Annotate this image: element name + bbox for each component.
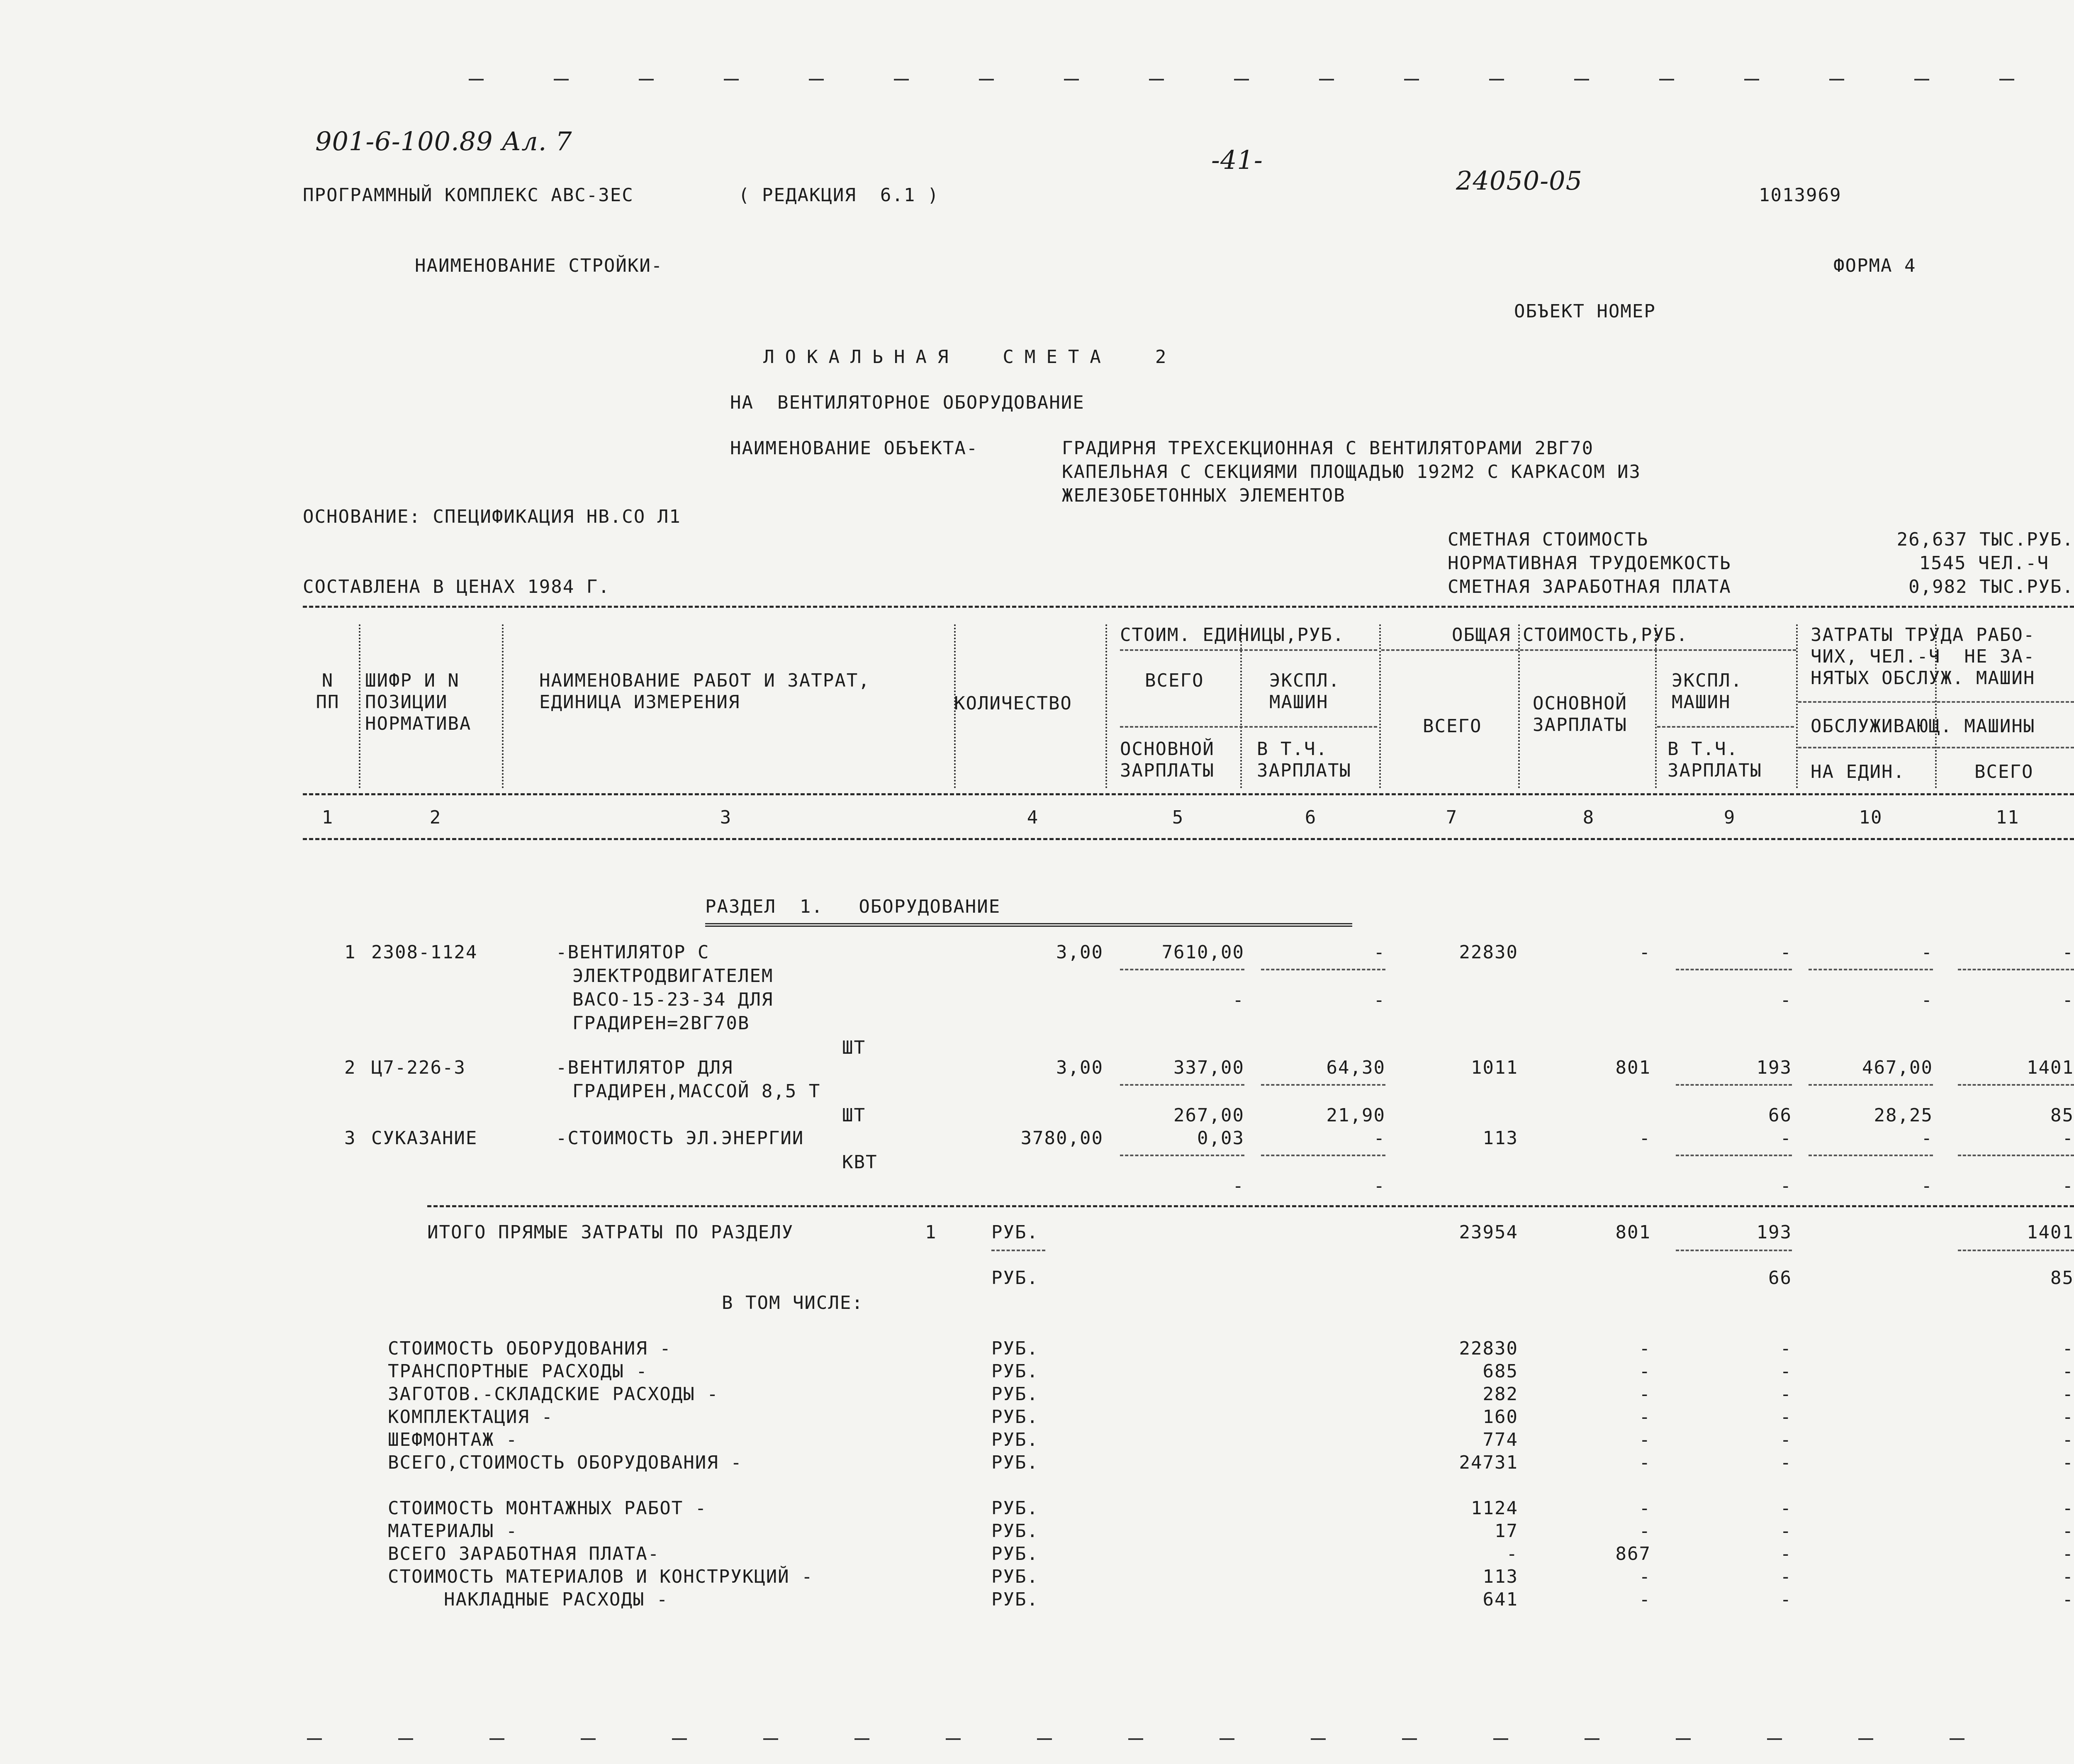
item-unit-mach-rule: [1261, 1155, 1385, 1156]
document-title: ЛОКАЛЬНАЯ СМЕТА 2: [763, 346, 1177, 368]
perforation-dash: [1319, 79, 1334, 80]
breakdown-label: ЗАГОТОВ.-СКЛАДСКИЕ РАСХОДЫ -: [388, 1384, 719, 1405]
item-total-mach: -: [1780, 942, 1792, 963]
breakdown-wage: -: [1639, 1520, 1651, 1542]
item-unit: ШТ: [842, 1037, 866, 1058]
totals-total: 23954: [1459, 1222, 1518, 1243]
breakdown-unit: РУБ.: [991, 1543, 1039, 1564]
column-number-7: 7: [1446, 807, 1458, 828]
column-separator: [359, 624, 360, 788]
breakdown-wage: -: [1639, 1452, 1651, 1473]
item-total: 1011: [1471, 1057, 1518, 1078]
item-code: 2308-1124: [371, 942, 478, 963]
form-number: ФОРМА 4: [1833, 255, 1916, 276]
totals-unit: РУБ.: [991, 1222, 1039, 1243]
summary-value-3: 0,982 ТЫС.РУБ.: [1908, 576, 2074, 597]
totals-wage: 801: [1615, 1222, 1651, 1243]
item-total: 22830: [1459, 942, 1518, 963]
item-labor-unit-rule: [1809, 1084, 1933, 1086]
total-cost-divider: [1381, 649, 1796, 651]
item-labor-total-rule: [1958, 969, 2074, 970]
item-total-wage: 801: [1615, 1057, 1651, 1078]
summary-label-3: СМЕТНАЯ ЗАРАБОТНАЯ ПЛАТА: [1448, 576, 1731, 597]
breakdown-unit: РУБ.: [991, 1338, 1039, 1359]
item-total-mach: -: [1780, 1128, 1792, 1149]
breakdown-label: СТОИМОСТЬ МОНТАЖНЫХ РАБОТ -: [388, 1498, 707, 1519]
item-total-mach-rule: [1676, 1155, 1792, 1156]
perforation-dash: [1311, 1738, 1326, 1740]
perforation-dash: [1858, 1738, 1873, 1740]
perforation-dash: [672, 1738, 687, 1740]
item-total-mach-wage: -: [1780, 1175, 1792, 1196]
perforation-dash: [1950, 1738, 1964, 1740]
column-number-3: 3: [720, 807, 732, 828]
breakdown-total: -: [1506, 1543, 1518, 1564]
header-rule-bottom: [303, 838, 2074, 840]
breakdown-unit: РУБ.: [991, 1589, 1039, 1610]
item-total-wage: -: [1639, 1128, 1651, 1149]
breakdown-wage: 867: [1615, 1543, 1651, 1564]
basis-line: ОСНОВАНИЕ: СПЕЦИФИКАЦИЯ НВ.СО Л1: [303, 506, 681, 527]
breakdown-total: 17: [1495, 1520, 1518, 1542]
item-unit-total: 0,03: [1197, 1128, 1244, 1149]
breakdown-mach: -: [1780, 1452, 1792, 1473]
col-code-header: ШИФР И N ПОЗИЦИИ НОРМАТИВА: [365, 670, 472, 734]
item-unit-mach-wage: 21,90: [1326, 1105, 1385, 1126]
item-total-mach: 193: [1756, 1057, 1792, 1078]
perforation-dash: [469, 79, 484, 80]
column-separator: [1379, 624, 1381, 788]
item-labor-total-2: -: [2062, 989, 2074, 1011]
code-handwritten: 24050-05: [1456, 166, 1583, 196]
item-quantity: 3,00: [1056, 1057, 1103, 1078]
perforation-dash: [763, 1738, 778, 1740]
col-unit-total-header: ВСЕГО: [1145, 670, 1204, 691]
perforation-dash: [1829, 79, 1844, 80]
item-unit-wage: -: [1232, 1175, 1244, 1196]
item-unit-mach-wage: -: [1373, 989, 1385, 1011]
column-number-5: 5: [1172, 807, 1184, 828]
perforation-dash: [1914, 79, 1929, 80]
column-number-4: 4: [1027, 807, 1039, 828]
section-title-underline: [705, 923, 1352, 927]
breakdown-labor: -: [2062, 1520, 2074, 1542]
breakdown-labor: -: [2062, 1543, 2074, 1564]
perforation-dash: [581, 1738, 596, 1740]
perforation-dash: [979, 79, 994, 80]
breakdown-unit: РУБ.: [991, 1452, 1039, 1473]
section-title: РАЗДЕЛ 1. ОБОРУДОВАНИЕ: [705, 896, 1001, 917]
col-total-mach-header: ЭКСПЛ. МАШИН: [1672, 670, 1743, 713]
breakdown-mach: -: [1780, 1361, 1792, 1382]
item-unit-mach: -: [1373, 1128, 1385, 1149]
col-total-wage-header: ОСНОВНОЙ ЗАРПЛАТЫ: [1533, 693, 1627, 736]
item-labor-total-rule: [1958, 1155, 2074, 1156]
perforation-dash: [398, 1738, 413, 1740]
breakdown-wage: -: [1639, 1498, 1651, 1519]
column-separator: [502, 624, 504, 788]
perforation-dash: [489, 1738, 504, 1740]
column-number-10: 10: [1859, 807, 1883, 828]
item-total-wage: -: [1639, 942, 1651, 963]
item-labor-unit: -: [1921, 1128, 1933, 1149]
item-total-mach-wage: 66: [1768, 1105, 1792, 1126]
breakdown-mach: -: [1780, 1566, 1792, 1587]
item-labor-unit: -: [1921, 942, 1933, 963]
program-edition: ( РЕДАКЦИЯ 6.1 ): [738, 185, 940, 206]
item-unit-cost-rule: [1120, 1084, 1244, 1086]
col-labor-unit-header: НА ЕДИН.: [1811, 761, 1905, 782]
breakdown-unit: РУБ.: [991, 1384, 1039, 1405]
item-labor-total-2: -: [2062, 1175, 2074, 1196]
summary-label-2: НОРМАТИВНАЯ ТРУДОЕМКОСТЬ: [1448, 553, 1731, 574]
unit-cost-divider: [1120, 649, 1377, 651]
breakdown-labor: -: [2062, 1338, 2074, 1359]
breakdown-total: 160: [1482, 1406, 1518, 1428]
perforation-dash: [1585, 1738, 1599, 1740]
item-code: Ц7-226-3: [371, 1057, 466, 1078]
breakdown-wage: -: [1639, 1566, 1651, 1587]
totals-section-number: 1: [925, 1222, 937, 1243]
breakdown-mach: -: [1780, 1429, 1792, 1450]
breakdown-total: 113: [1482, 1566, 1518, 1587]
item-number: 1: [344, 942, 356, 963]
item-name-line: ГРАДИРЕН,МАССОЙ 8,5 Т: [572, 1081, 821, 1102]
totals-mach-rule: [1676, 1250, 1792, 1251]
item-labor-total-rule: [1958, 1084, 2074, 1086]
breakdown-label: МАТЕРИАЛЫ -: [388, 1520, 518, 1542]
item-name-line: -ВЕНТИЛЯТОР С: [556, 942, 710, 963]
breakdown-labor: -: [2062, 1566, 2074, 1587]
item-number: 3: [344, 1128, 356, 1149]
object-label: НАИМЕНОВАНИЕ ОБЪЕКТА-: [730, 438, 979, 459]
perforation-dash: [1744, 79, 1759, 80]
col-name-header: НАИМЕНОВАНИЕ РАБОТ И ЗАТРАТ, ЕДИНИЦА ИЗМЕРЕНИЯ: [539, 670, 870, 713]
col-qty-header: КОЛИЧЕСТВО: [954, 693, 1072, 714]
perforation-dash: [1149, 79, 1164, 80]
item-quantity: 3780,00: [1020, 1128, 1103, 1149]
col-labor-total-header: ВСЕГО: [1974, 761, 2034, 782]
breakdown-mach: -: [1780, 1589, 1792, 1610]
item-unit-total: 337,00: [1173, 1057, 1244, 1078]
item-unit-wage: 267,00: [1173, 1105, 1244, 1126]
col-unit-mach-header: ЭКСПЛ. МАШИН: [1269, 670, 1340, 713]
item-labor-total-2: 85: [2050, 1105, 2074, 1126]
item-total-mach-rule: [1676, 1084, 1792, 1086]
item-labor-unit-rule: [1809, 1155, 1933, 1156]
totals-mach: 193: [1756, 1222, 1792, 1243]
col-total-all-header: ВСЕГО: [1423, 716, 1482, 737]
item-unit-mach: -: [1373, 942, 1385, 963]
perforation-dash: [1493, 1738, 1508, 1740]
breakdown-labor: -: [2062, 1589, 2074, 1610]
totals-label: ИТОГО ПРЯМЫЕ ЗАТРАТЫ ПО РАЗДЕЛУ: [427, 1222, 794, 1243]
item-name-line: ВАСО-15-23-34 ДЛЯ: [572, 989, 774, 1010]
header-rule-top: [303, 606, 2074, 608]
item-unit-cost-rule: [1120, 1155, 1244, 1156]
item-unit-total: 7610,00: [1161, 942, 1244, 963]
breakdown-labor: -: [2062, 1384, 2074, 1405]
item-unit: КВТ: [842, 1152, 878, 1173]
column-separator: [1796, 624, 1798, 788]
perforation-dash: [1220, 1738, 1234, 1740]
totals-labor: 1401: [2027, 1222, 2074, 1243]
breakdown-mach: -: [1780, 1338, 1792, 1359]
breakdown-unit: РУБ.: [991, 1361, 1039, 1382]
labor-divider-2: [1798, 747, 2074, 748]
item-name-line: -ВЕНТИЛЯТОР ДЛЯ: [556, 1057, 733, 1078]
breakdown-labor: -: [2062, 1452, 2074, 1473]
object-name-line-2: КАПЕЛЬНАЯ С СЕКЦИЯМИ ПЛОЩАДЬЮ 192М2 С КАРКАСОМ ИЗ: [1062, 461, 1641, 482]
totals-unit-2: РУБ.: [991, 1267, 1039, 1289]
breakdown-wage: -: [1639, 1589, 1651, 1610]
item-labor-unit: 467,00: [1862, 1057, 1933, 1078]
item-name-line: ГРАДИРЕН=2ВГ70В: [572, 1013, 750, 1034]
including-label: В ТОМ ЧИСЛЕ:: [722, 1292, 864, 1313]
perforation-dash: [1064, 79, 1079, 80]
object-number: ОБЪЕКТ НОМЕР: [1514, 301, 1656, 322]
page-number-handwritten: -41-: [1211, 145, 1263, 175]
breakdown-labor: -: [2062, 1429, 2074, 1450]
breakdown-total: 24731: [1459, 1452, 1518, 1473]
summary-value-2: 1545 ЧЕЛ.-Ч: [1919, 553, 2049, 574]
breakdown-unit: РУБ.: [991, 1406, 1039, 1428]
perforation-dash: [639, 79, 654, 80]
totals-rule: [427, 1205, 2074, 1207]
item-labor-unit-rule: [1809, 969, 1933, 970]
breakdown-total: 282: [1482, 1384, 1518, 1405]
summary-value-1: 26,637 ТЫС.РУБ.: [1896, 529, 2074, 550]
breakdown-mach: -: [1780, 1520, 1792, 1542]
breakdown-wage: -: [1639, 1361, 1651, 1382]
total-mach-divider: [1657, 726, 1794, 728]
col-num-header: N ПП: [316, 670, 340, 713]
column-number-2: 2: [429, 807, 442, 828]
col-unit-wage-header: ОСНОВНОЙ ЗАРПЛАТЫ: [1120, 738, 1215, 781]
breakdown-label: СТОИМОСТЬ ОБОРУДОВАНИЯ -: [388, 1338, 672, 1359]
perforation-dash: [946, 1738, 961, 1740]
construction-label: НАИМЕНОВАНИЕ СТРОЙКИ-: [415, 255, 663, 276]
breakdown-label: КОМПЛЕКТАЦИЯ -: [388, 1406, 553, 1428]
summary-label-1: СМЕТНАЯ СТОИМОСТЬ: [1448, 529, 1649, 550]
col-total-mach-wage-header: В Т.Ч. ЗАРПЛАТЫ: [1667, 738, 1762, 781]
breakdown-label: СТОИМОСТЬ МАТЕРИАЛОВ И КОНСТРУКЦИЙ -: [388, 1566, 813, 1587]
col-unit-mach-wage-header: В Т.Ч. ЗАРПЛАТЫ: [1257, 738, 1351, 781]
breakdown-unit: РУБ.: [991, 1429, 1039, 1450]
item-labor-total: -: [2062, 942, 2074, 963]
perforation-dash: [307, 1738, 322, 1740]
column-number-6: 6: [1305, 807, 1317, 828]
item-quantity: 3,00: [1056, 942, 1103, 963]
column-number-9: 9: [1723, 807, 1736, 828]
perforation-dash: [1037, 1738, 1052, 1740]
object-name-line-3: ЖЕЛЕЗОБЕТОННЫХ ЭЛЕМЕНТОВ: [1062, 485, 1346, 506]
perforation-dash: [809, 79, 824, 80]
item-total-mach-rule: [1676, 969, 1792, 970]
item-unit-wage: -: [1232, 989, 1244, 1011]
breakdown-total: 685: [1482, 1361, 1518, 1382]
perforation-dash: [1999, 79, 2014, 80]
item-unit: ШТ: [842, 1105, 866, 1126]
totals-labor-rule: [1958, 1250, 2074, 1251]
perforation-dash: [894, 79, 909, 80]
item-total-mach-wage: -: [1780, 989, 1792, 1011]
perforation-dash: [554, 79, 569, 80]
totals-mach-wage: 66: [1768, 1267, 1792, 1289]
breakdown-labor: -: [2062, 1361, 2074, 1382]
unit-cost-divider-2: [1120, 726, 1377, 728]
breakdown-wage: -: [1639, 1429, 1651, 1450]
breakdown-unit: РУБ.: [991, 1566, 1039, 1587]
breakdown-wage: -: [1639, 1338, 1651, 1359]
document-subtitle: НА ВЕНТИЛЯТОРНОЕ ОБОРУДОВАНИЕ: [730, 392, 1085, 413]
object-name-line-1: ГРАДИРНЯ ТРЕХСЕКЦИОННАЯ С ВЕНТИЛЯТОРАМИ 2ВГ70: [1062, 438, 1594, 459]
breakdown-labor: -: [2062, 1406, 2074, 1428]
perforation-dash: [1234, 79, 1249, 80]
item-unit-cost-rule: [1120, 969, 1244, 970]
breakdown-total: 774: [1482, 1429, 1518, 1450]
col-labor-header: ЗАТРАТЫ ТРУДА РАБО- ЧИХ, ЧЕЛ.-Ч НЕ ЗА- НЯТЫХ ОБСЛУЖ. МАШИН: [1811, 624, 2035, 689]
column-separator: [1105, 624, 1107, 788]
totals-labor-2: 85: [2050, 1267, 2074, 1289]
perforation-dash: [1402, 1738, 1417, 1740]
item-unit-mach-wage: -: [1373, 1175, 1385, 1196]
perforation-dash: [724, 79, 739, 80]
col-labor-sub-header: ОБСЛУЖИВАЮЩ. МАШИНЫ: [1811, 716, 2035, 737]
item-labor-unit-2: -: [1921, 989, 1933, 1011]
breakdown-total: 1124: [1471, 1498, 1518, 1519]
perforation-dash: [1767, 1738, 1782, 1740]
item-unit-mach: 64,30: [1326, 1057, 1385, 1078]
breakdown-label: ШЕФМОНТАЖ -: [388, 1429, 518, 1450]
col-total-cost-header: ОБЩАЯ СТОИМОСТЬ,РУБ.: [1452, 624, 1688, 646]
column-number-1: 1: [321, 807, 334, 828]
item-labor-total: 1401: [2027, 1057, 2074, 1078]
breakdown-label: ТРАНСПОРТНЫЕ РАСХОДЫ -: [388, 1361, 648, 1382]
perforation-dash: [1128, 1738, 1143, 1740]
item-code: СУКАЗАНИЕ: [371, 1128, 478, 1149]
perforation-dash: [1574, 79, 1589, 80]
breakdown-mach: -: [1780, 1406, 1792, 1428]
breakdown-unit: РУБ.: [991, 1498, 1039, 1519]
column-number-8: 8: [1582, 807, 1595, 828]
item-total: 113: [1482, 1128, 1518, 1149]
perforation-dash: [1404, 79, 1419, 80]
perforation-dash: [1659, 79, 1674, 80]
breakdown-total: 641: [1482, 1589, 1518, 1610]
item-name-line: -СТОИМОСТЬ ЭЛ.ЭНЕРГИИ: [556, 1128, 804, 1149]
item-labor-unit-2: -: [1921, 1175, 1933, 1196]
item-unit-mach-rule: [1261, 969, 1385, 970]
breakdown-unit: РУБ.: [991, 1520, 1039, 1542]
item-number: 2: [344, 1057, 356, 1078]
perforation-dash: [1676, 1738, 1691, 1740]
item-labor-unit-2: 28,25: [1874, 1105, 1933, 1126]
item-name-line: ЭЛЕКТРОДВИГАТЕЛЕМ: [572, 965, 774, 987]
breakdown-label: ВСЕГО,СТОИМОСТЬ ОБОРУДОВАНИЯ -: [388, 1452, 742, 1473]
breakdown-total: 22830: [1459, 1338, 1518, 1359]
breakdown-mach: -: [1780, 1543, 1792, 1564]
perforation-dash: [1489, 79, 1504, 80]
breakdown-wage: -: [1639, 1384, 1651, 1405]
doc-number-handwritten: 901-6-100.89 Ал. 7: [315, 126, 572, 156]
price-basis: СОСТАВЛЕНА В ЦЕНАХ 1984 Г.: [303, 576, 610, 597]
document-number: 1013969: [1759, 185, 1842, 206]
breakdown-labor: -: [2062, 1498, 2074, 1519]
breakdown-wage: -: [1639, 1406, 1651, 1428]
labor-divider: [1798, 701, 2074, 703]
column-number-11: 11: [1996, 807, 2020, 828]
col-unit-cost-header: СТОИМ. ЕДИНИЦЫ,РУБ.: [1120, 624, 1345, 646]
perforation-dash: [854, 1738, 869, 1740]
breakdown-label: НАКЛАДНЫЕ РАСХОДЫ -: [444, 1589, 669, 1610]
header-rule-mid: [303, 793, 2074, 795]
totals-unit-rule: [991, 1250, 1045, 1251]
breakdown-mach: -: [1780, 1384, 1792, 1405]
breakdown-label: ВСЕГО ЗАРАБОТНАЯ ПЛАТА-: [388, 1543, 660, 1564]
item-unit-mach-rule: [1261, 1084, 1385, 1086]
item-labor-total: -: [2062, 1128, 2074, 1149]
program-name: ПРОГРАММНЫЙ КОМПЛЕКС АВС-3ЕС: [303, 185, 634, 206]
breakdown-mach: -: [1780, 1498, 1792, 1519]
